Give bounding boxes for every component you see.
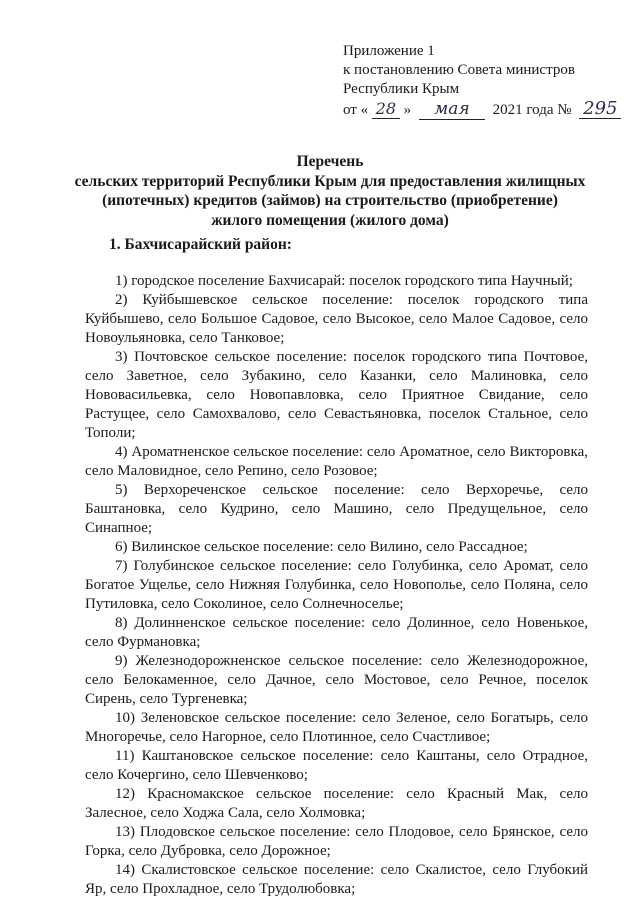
list-item: 6) Вилинское сельское поселение: село Вилино, село Рассадное; (115, 539, 528, 555)
list-item: 9) Железнодорожненское сельское поселение: село Железнодорожное, село Белокаменное, село Дачное, село Мостовое, село Речное, поселок Сирень, село Тургеневка; (85, 653, 588, 707)
date-suffix: 2021 года № (492, 102, 572, 118)
title-line-4: жилого помещения (жилого дома) (211, 211, 449, 229)
settlement-list (85, 272, 588, 899)
title-line-3: (ипотечных) кредитов (займов) на строительство (приобретение) (102, 192, 558, 209)
appendix-date-line (343, 98, 618, 120)
date-mid: » (403, 102, 412, 118)
list-item: 4) Ароматненское сельское поселение: село Ароматное, село Викторовка, село Маловидное, село Репино, село Розовое; (85, 444, 588, 479)
list-item: 1) городское поселение Бахчисарай: поселок городского типа Научный; (115, 273, 573, 289)
district-heading: 1. Бахчисарайский район: (109, 236, 292, 253)
list-item: 14) Скалистовское сельское поселение: село Скалистое, село Глубокий Яр, село Прохладное, село Трудолюбовка; (85, 862, 588, 897)
list-item: 2) Куйбышевское сельское поселение: поселок городского типа Куйбышево, село Большое Садовое, село Высокое, село Малое Садовое, село Новоульяновка, село Танковое; (85, 292, 588, 346)
appendix-title: Приложение 1 (343, 43, 435, 59)
list-item: 13) Плодовское сельское поселение: село Плодовое, село Брянское, село Горка, село Дубровка, село Дорожное; (85, 824, 588, 859)
list-item: 8) Долинненское сельское поселение: село Долинное, село Новенькое, село Фурмановка; (85, 615, 588, 650)
handwritten-day: 28 (372, 99, 400, 119)
list-item: 5) Верхореченское сельское поселение: село Верхоречье, село Баштановка, село Кудрино, село Машино, село Предущельное, село Синапное; (85, 482, 588, 536)
title-line-2: сельских территорий Республики Крым для предоставления жилищных (74, 172, 586, 190)
list-item: 11) Каштановское сельское поселение: село Каштаны, село Отрадное, село Кочергино, село Шевченково; (85, 748, 588, 783)
list-item: 12) Красномакское сельское поселение: село Красный Мак, село Залесное, село Ходжа Сала, село Холмовка; (85, 786, 588, 821)
title-line-1: Перечень (296, 153, 364, 170)
document-title (60, 152, 600, 230)
handwritten-number: 295 (579, 99, 621, 119)
appendix-republic: Республики Крым (343, 81, 460, 97)
date-prefix: от « (343, 102, 369, 118)
list-item: 7) Голубинское сельское поселение: село Голубинка, село Аромат, село Богатое Ущелье, село Нижняя Голубинка, село Новополье, село Поляна, село Путиловка, село Соколиное, село Солнечносельe; (85, 558, 588, 612)
appendix-header (343, 42, 618, 120)
handwritten-month: мая (419, 100, 485, 120)
list-item: 10) Зеленовское сельское поселение: село Зеленое, село Богатырь, село Многоречье, село Нагорное, село Плотинное, село Счастливое; (85, 710, 588, 745)
appendix-resolution: к постановлению Совета министров (343, 62, 575, 78)
list-item: 3) Почтовское сельское поселение: поселок городского типа Почтовое, село Заветное, село Зубакино, село Казанки, село Малиновка, село Нововасильевка, село Новопавловка, село Приятное Свидание, село Растущее, село Самохвалово, село Севастьяновка, поселок Стальное, село Тополи; (85, 349, 588, 441)
